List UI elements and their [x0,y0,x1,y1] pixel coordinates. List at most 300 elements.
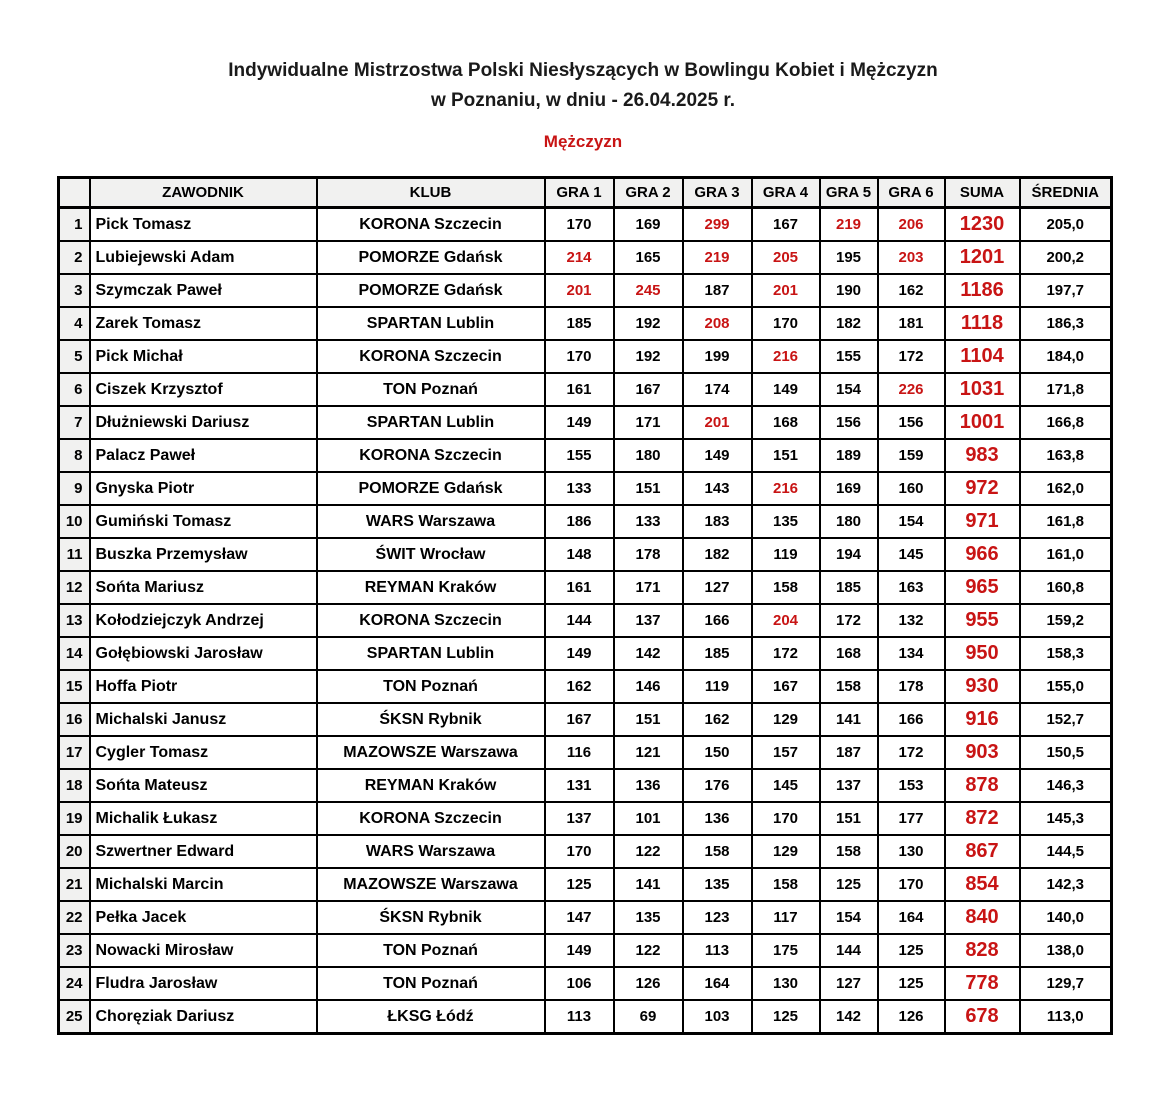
player-name-cell: Nowacki Mirosław [90,934,317,967]
rank-cell: 7 [59,406,90,439]
total-score-cell: 1201 [945,241,1020,274]
game-1-score-cell: 116 [545,736,614,769]
total-score-cell: 965 [945,571,1020,604]
game-1-score-cell: 161 [545,571,614,604]
player-name-cell: Michalik Łukasz [90,802,317,835]
game-2-score-cell: 165 [614,241,683,274]
table-header-row [59,178,1112,208]
game-5-score-cell: 219 [820,208,878,242]
game-2-score-cell: 141 [614,868,683,901]
game-5-score-cell: 185 [820,571,878,604]
game-5-score-cell: 195 [820,241,878,274]
game-4-score-cell: 145 [752,769,820,802]
game-3-score-cell: 119 [683,670,752,703]
player-name-cell: Buszka Przemysław [90,538,317,571]
game-6-score-cell: 159 [878,439,945,472]
total-score-cell: 1031 [945,373,1020,406]
game-5-score-cell: 141 [820,703,878,736]
game-3-score-cell: 185 [683,637,752,670]
club-cell: KORONA Szczecin [317,208,545,242]
game-2-score-cell: 180 [614,439,683,472]
game-3-score-cell: 127 [683,571,752,604]
game-4-score-cell: 130 [752,967,820,1000]
average-score-cell: 161,0 [1020,538,1112,571]
average-score-cell: 163,8 [1020,439,1112,472]
section-label-men: Mężczyzn [543,132,623,151]
rank-cell: 21 [59,868,90,901]
table-row [59,604,1112,637]
game-3-score-cell: 113 [683,934,752,967]
club-cell: TON Poznań [317,670,545,703]
player-name-cell: Ciszek Krzysztof [90,373,317,406]
player-name-cell: Choręziak Dariusz [90,1000,317,1034]
game-3-score-cell: 143 [683,472,752,505]
game-1-score-cell: 149 [545,406,614,439]
game-6-score-cell: 145 [878,538,945,571]
rank-cell: 13 [59,604,90,637]
rank-cell: 25 [59,1000,90,1034]
average-score-cell: 150,5 [1020,736,1112,769]
game-5-score-cell: 194 [820,538,878,571]
rank-cell: 24 [59,967,90,1000]
column-header-gra-5: GRA 5 [820,178,878,208]
game-6-score-cell: 181 [878,307,945,340]
game-4-score-cell: 167 [752,208,820,242]
table-row [59,703,1112,736]
game-3-score-cell: 123 [683,901,752,934]
game-5-score-cell: 154 [820,901,878,934]
game-1-score-cell: 170 [545,340,614,373]
game-1-score-cell: 201 [545,274,614,307]
total-score-cell: 1001 [945,406,1020,439]
game-1-score-cell: 155 [545,439,614,472]
average-score-cell: 113,0 [1020,1000,1112,1034]
game-6-score-cell: 153 [878,769,945,802]
game-5-score-cell: 151 [820,802,878,835]
total-score-cell: 1104 [945,340,1020,373]
table-row [59,241,1112,274]
game-5-score-cell: 158 [820,835,878,868]
page-title-line-1: Indywidualne Mistrzostwa Polski Niesłyszących w Bowlingu Kobiet i Mężczyzn [228,60,938,81]
player-name-cell: Pick Michał [90,340,317,373]
player-name-cell: Zarek Tomasz [90,307,317,340]
game-5-score-cell: 182 [820,307,878,340]
club-cell: KORONA Szczecin [317,340,545,373]
game-5-score-cell: 127 [820,967,878,1000]
game-6-score-cell: 166 [878,703,945,736]
club-cell: SPARTAN Lublin [317,406,545,439]
average-score-cell: 171,8 [1020,373,1112,406]
rank-cell: 18 [59,769,90,802]
rank-cell: 9 [59,472,90,505]
club-cell: SPARTAN Lublin [317,637,545,670]
player-name-cell: Szwertner Edward [90,835,317,868]
average-score-cell: 144,5 [1020,835,1112,868]
game-3-score-cell: 149 [683,439,752,472]
total-score-cell: 840 [945,901,1020,934]
game-3-score-cell: 201 [683,406,752,439]
table-row [59,505,1112,538]
club-cell: WARS Warszawa [317,835,545,868]
club-cell: ŁKSG Łódź [317,1000,545,1034]
game-6-score-cell: 177 [878,802,945,835]
game-6-score-cell: 206 [878,208,945,242]
game-5-score-cell: 158 [820,670,878,703]
player-name-cell: Kołodziejczyk Andrzej [90,604,317,637]
rank-cell: 23 [59,934,90,967]
club-cell: ŚWIT Wrocław [317,538,545,571]
player-name-cell: Szymczak Paweł [90,274,317,307]
total-score-cell: 983 [945,439,1020,472]
game-4-score-cell: 149 [752,373,820,406]
game-6-score-cell: 203 [878,241,945,274]
average-score-cell: 159,2 [1020,604,1112,637]
game-6-score-cell: 162 [878,274,945,307]
game-5-score-cell: 187 [820,736,878,769]
results-table-wrap [57,176,1113,1035]
game-3-score-cell: 176 [683,769,752,802]
game-3-score-cell: 135 [683,868,752,901]
rank-cell: 5 [59,340,90,373]
game-3-score-cell: 299 [683,208,752,242]
club-cell: POMORZE Gdańsk [317,472,545,505]
game-5-score-cell: 154 [820,373,878,406]
club-cell: POMORZE Gdańsk [317,274,545,307]
game-1-score-cell: 106 [545,967,614,1000]
average-score-cell: 186,3 [1020,307,1112,340]
table-row [59,835,1112,868]
club-cell: ŚKSN Rybnik [317,901,545,934]
player-name-cell: Michalski Marcin [90,868,317,901]
game-3-score-cell: 166 [683,604,752,637]
column-header-gra-1: GRA 1 [545,178,614,208]
rank-cell: 4 [59,307,90,340]
player-name-cell: Michalski Janusz [90,703,317,736]
game-3-score-cell: 136 [683,802,752,835]
total-score-cell: 778 [945,967,1020,1000]
rank-cell: 10 [59,505,90,538]
game-1-score-cell: 137 [545,802,614,835]
game-1-score-cell: 125 [545,868,614,901]
player-name-cell: Lubiejewski Adam [90,241,317,274]
average-score-cell: 138,0 [1020,934,1112,967]
player-name-cell: Cygler Tomasz [90,736,317,769]
game-6-score-cell: 172 [878,340,945,373]
table-row [59,439,1112,472]
game-5-score-cell: 180 [820,505,878,538]
game-2-score-cell: 178 [614,538,683,571]
game-5-score-cell: 144 [820,934,878,967]
table-row [59,406,1112,439]
game-2-score-cell: 122 [614,934,683,967]
table-row [59,637,1112,670]
game-5-score-cell: 168 [820,637,878,670]
club-cell: KORONA Szczecin [317,439,545,472]
rank-cell: 14 [59,637,90,670]
game-3-score-cell: 182 [683,538,752,571]
table-row [59,571,1112,604]
game-2-score-cell: 171 [614,406,683,439]
game-4-score-cell: 172 [752,637,820,670]
title-block [0,56,1166,152]
total-score-cell: 916 [945,703,1020,736]
average-score-cell: 184,0 [1020,340,1112,373]
game-4-score-cell: 216 [752,340,820,373]
game-6-score-cell: 130 [878,835,945,868]
game-3-score-cell: 187 [683,274,752,307]
game-2-score-cell: 136 [614,769,683,802]
player-name-cell: Hoffa Piotr [90,670,317,703]
average-score-cell: 160,8 [1020,571,1112,604]
player-name-cell: Fludra Jarosław [90,967,317,1000]
total-score-cell: 971 [945,505,1020,538]
game-6-score-cell: 163 [878,571,945,604]
table-row [59,769,1112,802]
game-2-score-cell: 137 [614,604,683,637]
average-score-cell: 129,7 [1020,967,1112,1000]
player-name-cell: Pick Tomasz [90,208,317,242]
table-row [59,901,1112,934]
game-1-score-cell: 185 [545,307,614,340]
total-score-cell: 878 [945,769,1020,802]
table-row [59,208,1112,242]
rank-cell: 19 [59,802,90,835]
game-1-score-cell: 113 [545,1000,614,1034]
game-1-score-cell: 131 [545,769,614,802]
game-2-score-cell: 135 [614,901,683,934]
club-cell: SPARTAN Lublin [317,307,545,340]
results-table [57,176,1113,1035]
average-score-cell: 142,3 [1020,868,1112,901]
game-6-score-cell: 125 [878,934,945,967]
average-score-cell: 155,0 [1020,670,1112,703]
game-2-score-cell: 171 [614,571,683,604]
club-cell: TON Poznań [317,967,545,1000]
game-5-score-cell: 172 [820,604,878,637]
game-3-score-cell: 162 [683,703,752,736]
column-header-gra-3: GRA 3 [683,178,752,208]
game-5-score-cell: 155 [820,340,878,373]
player-name-cell: Sońta Mariusz [90,571,317,604]
rank-cell: 17 [59,736,90,769]
rank-cell: 3 [59,274,90,307]
club-cell: KORONA Szczecin [317,604,545,637]
game-4-score-cell: 117 [752,901,820,934]
total-score-cell: 903 [945,736,1020,769]
club-cell: ŚKSN Rybnik [317,703,545,736]
game-5-score-cell: 169 [820,472,878,505]
club-cell: POMORZE Gdańsk [317,241,545,274]
club-cell: TON Poznań [317,373,545,406]
total-score-cell: 966 [945,538,1020,571]
total-score-cell: 867 [945,835,1020,868]
game-1-score-cell: 214 [545,241,614,274]
rank-cell: 1 [59,208,90,242]
game-4-score-cell: 216 [752,472,820,505]
game-2-score-cell: 122 [614,835,683,868]
game-4-score-cell: 204 [752,604,820,637]
game-2-score-cell: 146 [614,670,683,703]
player-name-cell: Sońta Mateusz [90,769,317,802]
game-4-score-cell: 135 [752,505,820,538]
total-score-cell: 955 [945,604,1020,637]
game-3-score-cell: 103 [683,1000,752,1034]
average-score-cell: 152,7 [1020,703,1112,736]
total-score-cell: 1186 [945,274,1020,307]
average-score-cell: 161,8 [1020,505,1112,538]
table-row [59,307,1112,340]
column-header-średnia: ŚREDNIA [1020,178,1112,208]
game-5-score-cell: 142 [820,1000,878,1034]
table-row [59,802,1112,835]
game-6-score-cell: 226 [878,373,945,406]
game-2-score-cell: 151 [614,703,683,736]
game-1-score-cell: 161 [545,373,614,406]
column-header-gra-2: GRA 2 [614,178,683,208]
average-score-cell: 158,3 [1020,637,1112,670]
game-5-score-cell: 156 [820,406,878,439]
rank-cell: 22 [59,901,90,934]
game-2-score-cell: 142 [614,637,683,670]
rank-cell: 2 [59,241,90,274]
game-4-score-cell: 151 [752,439,820,472]
table-row [59,1000,1112,1034]
page-title-line-2: w Poznaniu, w dniu - 26.04.2025 r. [430,90,736,111]
game-4-score-cell: 167 [752,670,820,703]
game-3-score-cell: 219 [683,241,752,274]
game-3-score-cell: 158 [683,835,752,868]
game-1-score-cell: 148 [545,538,614,571]
game-6-score-cell: 132 [878,604,945,637]
game-1-score-cell: 149 [545,637,614,670]
player-name-cell: Gnyska Piotr [90,472,317,505]
game-5-score-cell: 125 [820,868,878,901]
game-1-score-cell: 170 [545,835,614,868]
club-cell: WARS Warszawa [317,505,545,538]
average-score-cell: 197,7 [1020,274,1112,307]
column-header-gra-6: GRA 6 [878,178,945,208]
average-score-cell: 146,3 [1020,769,1112,802]
club-cell: KORONA Szczecin [317,802,545,835]
total-score-cell: 854 [945,868,1020,901]
total-score-cell: 872 [945,802,1020,835]
total-score-cell: 1118 [945,307,1020,340]
game-4-score-cell: 119 [752,538,820,571]
table-row [59,967,1112,1000]
total-score-cell: 828 [945,934,1020,967]
player-name-cell: Gumiński Tomasz [90,505,317,538]
total-score-cell: 950 [945,637,1020,670]
player-name-cell: Dłużniewski Dariusz [90,406,317,439]
game-6-score-cell: 160 [878,472,945,505]
game-2-score-cell: 245 [614,274,683,307]
game-4-score-cell: 129 [752,835,820,868]
game-4-score-cell: 201 [752,274,820,307]
game-6-score-cell: 125 [878,967,945,1000]
table-row [59,340,1112,373]
player-name-cell: Gołębiowski Jarosław [90,637,317,670]
average-score-cell: 166,8 [1020,406,1112,439]
game-1-score-cell: 186 [545,505,614,538]
column-header-suma: SUMA [945,178,1020,208]
game-2-score-cell: 192 [614,307,683,340]
game-2-score-cell: 169 [614,208,683,242]
game-1-score-cell: 133 [545,472,614,505]
game-5-score-cell: 137 [820,769,878,802]
game-6-score-cell: 154 [878,505,945,538]
table-row [59,868,1112,901]
game-5-score-cell: 189 [820,439,878,472]
column-header-zawodnik: ZAWODNIK [90,178,317,208]
rank-cell: 15 [59,670,90,703]
column-header-rank [59,178,90,208]
game-1-score-cell: 167 [545,703,614,736]
club-cell: TON Poznań [317,934,545,967]
game-4-score-cell: 158 [752,571,820,604]
game-6-score-cell: 134 [878,637,945,670]
total-score-cell: 972 [945,472,1020,505]
club-cell: MAZOWSZE Warszawa [317,736,545,769]
total-score-cell: 930 [945,670,1020,703]
game-3-score-cell: 208 [683,307,752,340]
rank-cell: 11 [59,538,90,571]
game-6-score-cell: 156 [878,406,945,439]
game-4-score-cell: 157 [752,736,820,769]
player-name-cell: Palacz Paweł [90,439,317,472]
game-2-score-cell: 126 [614,967,683,1000]
column-header-klub: KLUB [317,178,545,208]
table-row [59,472,1112,505]
club-cell: REYMAN Kraków [317,769,545,802]
game-4-score-cell: 170 [752,802,820,835]
table-row [59,934,1112,967]
game-2-score-cell: 121 [614,736,683,769]
table-row [59,538,1112,571]
game-3-score-cell: 150 [683,736,752,769]
club-cell: MAZOWSZE Warszawa [317,868,545,901]
game-1-score-cell: 149 [545,934,614,967]
game-2-score-cell: 69 [614,1000,683,1034]
rank-cell: 12 [59,571,90,604]
rank-cell: 16 [59,703,90,736]
game-1-score-cell: 170 [545,208,614,242]
game-4-score-cell: 170 [752,307,820,340]
game-2-score-cell: 192 [614,340,683,373]
game-4-score-cell: 125 [752,1000,820,1034]
club-cell: REYMAN Kraków [317,571,545,604]
average-score-cell: 145,3 [1020,802,1112,835]
game-1-score-cell: 144 [545,604,614,637]
game-6-score-cell: 170 [878,868,945,901]
game-4-score-cell: 158 [752,868,820,901]
rank-cell: 6 [59,373,90,406]
total-score-cell: 1230 [945,208,1020,242]
game-4-score-cell: 129 [752,703,820,736]
game-6-score-cell: 172 [878,736,945,769]
game-6-score-cell: 178 [878,670,945,703]
average-score-cell: 140,0 [1020,901,1112,934]
game-6-score-cell: 164 [878,901,945,934]
game-6-score-cell: 126 [878,1000,945,1034]
table-row [59,736,1112,769]
average-score-cell: 200,2 [1020,241,1112,274]
average-score-cell: 162,0 [1020,472,1112,505]
game-2-score-cell: 167 [614,373,683,406]
game-2-score-cell: 151 [614,472,683,505]
game-4-score-cell: 175 [752,934,820,967]
game-1-score-cell: 147 [545,901,614,934]
player-name-cell: Pełka Jacek [90,901,317,934]
